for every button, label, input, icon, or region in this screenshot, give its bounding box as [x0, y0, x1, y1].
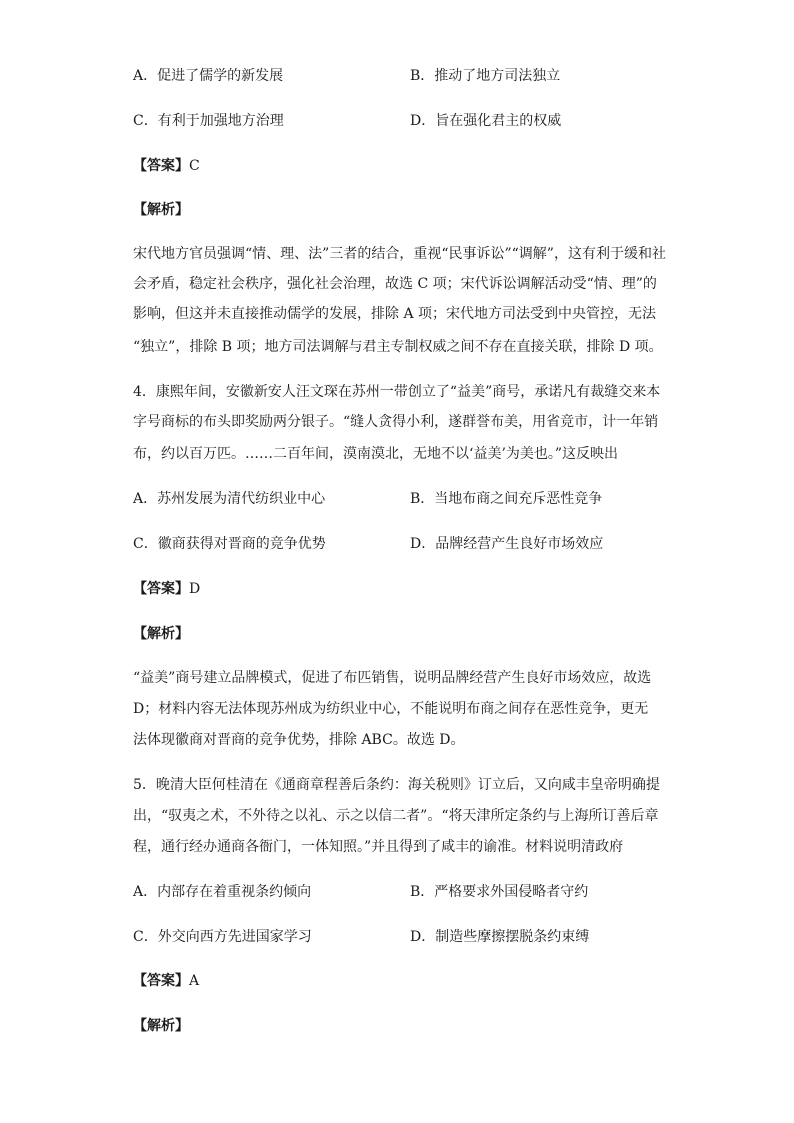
q3-analysis-line: 会矛盾，稳定社会秩序，强化社会治理，故选 C 项；宋代诉讼调解活动受“情、理”的 — [133, 276, 657, 292]
q5-question-line: 程，通行经办通商各衙门，一体知照。”并且得到了咸丰的谕准。材料说明清政府 — [133, 839, 624, 855]
q4-analysis-line: D；材料内容无法体现苏州成为纺织业中心，不能说明布商之间存在恶性竞争，更无 — [133, 701, 649, 717]
q3-analysis-label: 【解析】 — [133, 202, 189, 218]
q3-option-c: C．有利于加强地方治理 — [133, 113, 284, 129]
q3-option-a: A．促进了儒学的新发展 — [133, 68, 284, 84]
q5-answer — [133, 971, 199, 991]
answer-value: D — [189, 581, 201, 597]
q4-answer — [133, 579, 200, 599]
q3-analysis-line: 宋代地方官员强调“情、理、法”三者的结合，重视“民事诉讼”“调解”，这有利于缓和社 — [133, 246, 666, 262]
q4-analysis-line: “益美”商号建立品牌模式，促进了布匹销售，说明品牌经营产生良好市场效应，故选 — [133, 670, 652, 686]
q4-option-d: D．品牌经营产生良好市场效应 — [410, 536, 604, 552]
q5-question-line: 出，“驭夷之术，不外待之以礼、示之以信二者”。“将天津所定条约与上海所订善后章 — [133, 808, 659, 824]
q5-question-line: 5．晚清大臣何桂清在《通商章程善后条约：海关税则》订立后，又向咸丰皇帝明确提 — [133, 777, 660, 793]
answer-label: 【答案】 — [133, 973, 189, 989]
q3-option-d: D．旨在强化君主的权威 — [410, 113, 562, 129]
q3-analysis-line: 影响，但这并未直接推动儒学的发展，排除 A 项；宋代地方司法受到中央管控，无法 — [133, 306, 657, 322]
q3-option-b: B．推动了地方司法独立 — [410, 68, 561, 84]
q4-option-b: B．当地布商之间充斥恶性竞争 — [410, 491, 603, 507]
q5-option-b: B．严格要求外国侵略者守约 — [410, 884, 589, 900]
q4-question-line: 布，约以百万匹。……二百年间，漠南漠北，无地不以‘益美’为美也。”这反映出 — [133, 446, 619, 462]
q3-answer — [133, 156, 200, 176]
q4-option-c: C．徽商获得对晋商的竞争优势 — [133, 536, 326, 552]
q5-analysis-label: 【解析】 — [133, 1018, 189, 1034]
q5-option-a: A．内部存在着重视条约倾向 — [133, 884, 312, 900]
answer-value: A — [189, 973, 200, 989]
q4-question-line: 字号商标的布头即奖励两分银子。“缝人贪得小利，遂群誉布美，用省竞市，计一年销 — [133, 414, 659, 430]
answer-label: 【答案】 — [133, 158, 189, 174]
q3-analysis-line: “独立”，排除 B 项；地方司法调解与君主专制权威之间不存在直接关联，排除 D 项。 — [133, 339, 663, 355]
answer-value: C — [189, 158, 200, 174]
q4-analysis-line: 法体现徽商对晋商的竞争优势，排除 ABC。故选 D。 — [133, 732, 465, 748]
q5-option-c: C．外交向西方先进国家学习 — [133, 929, 312, 945]
q4-option-a: A．苏州发展为清代纺织业中心 — [133, 491, 326, 507]
q5-option-d: D．制造些摩擦摆脱条约束缚 — [410, 929, 590, 945]
answer-label: 【答案】 — [133, 581, 189, 597]
q4-question-line: 4．康熙年间，安徽新安人汪文琛在苏州一带创立了“益美”商号，承诺凡有裁缝交来本 — [133, 384, 661, 400]
q4-analysis-label: 【解析】 — [133, 626, 189, 642]
